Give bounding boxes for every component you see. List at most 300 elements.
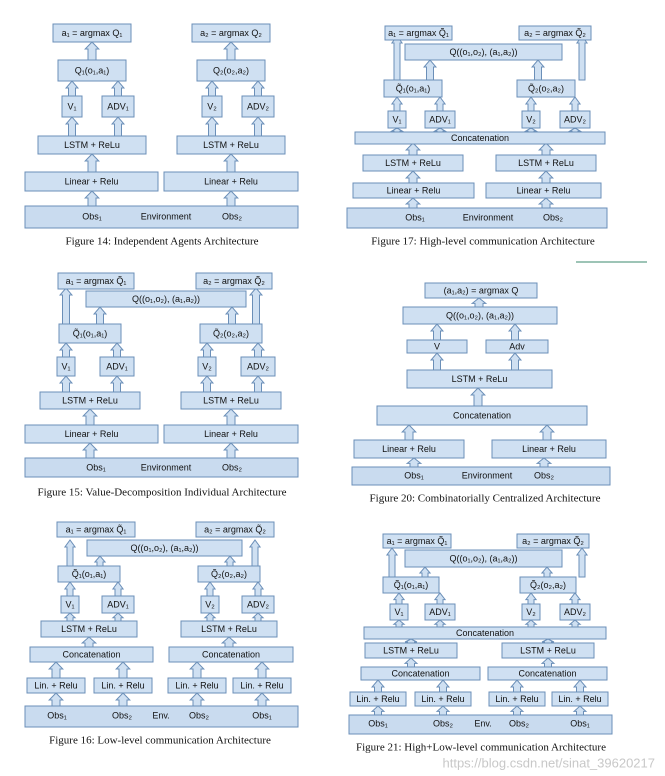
- env-obs2: Obs₂: [112, 710, 132, 721]
- arrow: [372, 706, 384, 715]
- arrow: [402, 425, 416, 440]
- figure-14: [25, 24, 298, 248]
- q-box-label: Q̃₁(o₁,a₁): [71, 568, 107, 579]
- advantage-box: [100, 357, 134, 376]
- advantage-box: [560, 604, 590, 620]
- env-obs4: Obs₁: [570, 718, 590, 729]
- arrow: [224, 443, 238, 458]
- arrow: [85, 154, 99, 172]
- lstm-box-label: LSTM + ReLu: [383, 645, 439, 656]
- arrow: [201, 343, 213, 357]
- lin-relu-box: [415, 692, 471, 706]
- arrow: [253, 613, 263, 621]
- arrow: [201, 376, 213, 392]
- arrow: [435, 128, 445, 132]
- lstm-box-label: LSTM + ReLu: [64, 139, 120, 150]
- lstm-box: [496, 155, 596, 171]
- env-obs1: Obs₁: [404, 470, 424, 481]
- value-box-label: V₂: [202, 361, 212, 372]
- advantage-box: [425, 604, 455, 620]
- arrow: [250, 288, 262, 324]
- arrow: [526, 128, 536, 132]
- arrow: [252, 376, 264, 392]
- arrow: [250, 540, 260, 566]
- concatenation-box-label: Concatenation: [518, 668, 577, 679]
- lstm-box-label: LSTM + ReLu: [385, 157, 441, 168]
- linear-relu-box: [486, 183, 601, 198]
- linear-relu-box-label: Linear + Relu: [522, 443, 576, 454]
- arrow: [206, 81, 218, 96]
- lstm-box: [363, 155, 463, 171]
- arrow: [60, 288, 72, 324]
- lstm-box: [38, 136, 146, 154]
- lin-relu-box: [94, 678, 152, 693]
- linear-relu-box: [164, 425, 298, 443]
- q-box-label: Q̃₂(o₂,a₂): [213, 328, 249, 339]
- arrow: [537, 458, 551, 467]
- arrow: [406, 171, 420, 183]
- lstm-box-label: LSTM + ReLu: [203, 395, 259, 406]
- linear-relu-box-label: Linear + Relu: [204, 176, 258, 187]
- concatenation-box: [361, 667, 480, 680]
- arrow: [85, 42, 99, 60]
- figure-caption: Figure 15: Value-Decomposition Individual Architecture: [37, 486, 287, 499]
- action-box-label: a₁ = argmax Q̃₁: [65, 275, 127, 286]
- lstm-box: [177, 136, 285, 154]
- lstm-box-label: LSTM + ReLu: [61, 623, 117, 634]
- arrow: [60, 376, 72, 392]
- arrow: [83, 409, 97, 425]
- figure-caption: Figure 17: High-level communication Architecture: [371, 235, 595, 248]
- q-box-label: Q̃₁(o₁,a₁): [72, 328, 108, 339]
- env-obs1: Obs₁: [405, 212, 425, 223]
- figure-21: [349, 534, 612, 754]
- env-obs4: Obs₁: [252, 710, 272, 721]
- arrow: [577, 548, 587, 577]
- value-box-label: V₂: [207, 101, 217, 112]
- arrow: [471, 388, 485, 406]
- concatenation-box-label: Concatenation: [201, 649, 261, 660]
- value-box: [390, 604, 408, 620]
- linear-relu-box-label: Linear + Relu: [64, 176, 119, 187]
- arrow: [206, 117, 218, 136]
- action-box-label: a₂ = argmax Q₂: [200, 27, 262, 38]
- linear-relu-box: [492, 440, 606, 458]
- lin-relu-box: [552, 692, 608, 706]
- lin-relu-box-label: Lin. + Relu: [240, 680, 284, 691]
- lin-relu-box-label: Lin. + Relu: [175, 680, 219, 691]
- arrow: [577, 36, 587, 80]
- advantage-box: [486, 340, 548, 353]
- q-box: [197, 60, 265, 81]
- value-box-label: V₂: [526, 114, 536, 125]
- arrow: [113, 613, 123, 621]
- arrow: [113, 582, 123, 596]
- env-label: Environment: [140, 211, 192, 222]
- action-box-label: a₂ = argmax Q̃₂: [204, 524, 266, 535]
- advantage-box-label: ADV₂: [247, 599, 269, 610]
- env-label: Env.: [152, 710, 170, 721]
- linear-relu-box-label: Linear + Relu: [64, 428, 119, 439]
- arrow: [532, 60, 544, 80]
- arrow: [225, 556, 235, 566]
- value-box-label: V₂: [205, 599, 215, 610]
- action-box: [196, 522, 274, 537]
- arrow: [252, 117, 264, 136]
- value-box-label: V₂: [526, 606, 536, 617]
- lin-relu-box: [233, 678, 291, 693]
- lin-relu-box-label: Lin. + Relu: [495, 693, 539, 704]
- figure-caption: Figure 14: Independent Agents Architecture: [65, 235, 259, 248]
- value-box-label: V₁: [67, 101, 77, 112]
- env-obs2: Obs₂: [222, 211, 242, 222]
- arrow: [407, 458, 421, 467]
- q-box-label: Q̃₁(o₁,a₁): [393, 579, 429, 590]
- arrow: [253, 582, 263, 596]
- arrow: [83, 443, 97, 458]
- lin-relu-box-label: Lin. + Relu: [421, 693, 465, 704]
- arrow: [435, 593, 445, 604]
- arrow: [431, 324, 443, 340]
- lstm-box: [181, 392, 281, 409]
- lin-relu-box-label: Lin. + Relu: [34, 680, 78, 691]
- arrow: [511, 706, 523, 715]
- arrow: [205, 582, 215, 596]
- arrow: [205, 613, 215, 621]
- value-box: [57, 357, 75, 376]
- arrow: [392, 97, 402, 111]
- arrow: [190, 693, 204, 706]
- arrow: [526, 593, 536, 604]
- advantage-box-label: ADV₂: [247, 101, 269, 112]
- watermark-text: https://blog.csdn.net/sinat_39620217: [442, 755, 655, 771]
- arrow: [574, 680, 586, 692]
- arrow: [66, 81, 78, 96]
- linear-relu-box: [354, 440, 464, 458]
- env-label: Environment: [462, 212, 514, 223]
- action-box: [58, 273, 134, 289]
- arrow: [526, 620, 536, 627]
- arrow: [65, 540, 75, 566]
- lstm-box: [365, 643, 457, 658]
- lin-relu-box: [350, 692, 406, 706]
- value-box: [201, 596, 219, 613]
- value-box: [202, 96, 222, 117]
- env-obs1: Obs₁: [82, 211, 102, 222]
- q-box: [520, 577, 576, 593]
- q-box-label: Q̃₂(o₂,a₂): [530, 579, 566, 590]
- env-obs2: Obs₂: [222, 462, 242, 473]
- lin-relu-box: [168, 678, 226, 693]
- arrow: [542, 639, 554, 643]
- arrow: [406, 198, 420, 208]
- arrow: [252, 343, 264, 357]
- concatenation-box-label: Concatenation: [452, 410, 512, 421]
- joint-q-box: [405, 550, 562, 567]
- linear-relu-box-label: Linear + Relu: [516, 185, 571, 196]
- arrow: [224, 409, 238, 425]
- value-box: [61, 596, 79, 613]
- advantage-box: [102, 96, 134, 117]
- advantage-box-label: ADV₂: [564, 606, 586, 617]
- action-box: [192, 24, 270, 42]
- advantage-box-label: ADV₁: [107, 101, 129, 112]
- arrow: [570, 128, 580, 132]
- lstm-box-label: LSTM + ReLu: [520, 645, 576, 656]
- q-box-label: Q₂(o₂,a₂): [213, 65, 249, 76]
- arrow: [511, 680, 523, 692]
- arrow: [116, 662, 130, 678]
- arrow: [394, 620, 404, 627]
- advantage-box: [242, 96, 274, 117]
- arrow: [540, 425, 554, 440]
- figure-caption: Figure 20: Combinatorially Centralized Architecture: [369, 492, 601, 505]
- joint-q-box-label: Q((o₁,o₂), (a₁,a₂)): [445, 310, 515, 321]
- arrow: [111, 343, 123, 357]
- action-box: [383, 534, 451, 548]
- arrow: [542, 658, 554, 667]
- advantage-box-label: ADV₁: [429, 114, 451, 125]
- linear-relu-box-label: Linear + Relu: [204, 428, 258, 439]
- arrow: [116, 693, 130, 706]
- linear-relu-box: [25, 425, 158, 443]
- arrow: [60, 343, 72, 357]
- arrow: [509, 353, 521, 370]
- arrow: [509, 324, 521, 340]
- arrow: [255, 662, 269, 678]
- arrow: [222, 637, 236, 647]
- arrow: [392, 36, 402, 80]
- linear-relu-box-label: Linear + Relu: [382, 443, 436, 454]
- lin-relu-box: [489, 692, 545, 706]
- q-box: [200, 324, 262, 343]
- env-obs1: Obs₁: [368, 718, 388, 729]
- value-box: [522, 604, 540, 620]
- action-box: [53, 24, 131, 42]
- linear-relu-box-label: Linear + Relu: [386, 185, 441, 196]
- lstm-box-label: LSTM + ReLu: [203, 139, 259, 150]
- concatenation-box: [355, 132, 605, 144]
- lstm-box: [41, 621, 137, 637]
- env-obs1: Obs₁: [86, 462, 106, 473]
- arrow: [226, 307, 238, 324]
- arrow: [570, 593, 580, 604]
- advantage-box-label: Adv: [509, 341, 525, 352]
- concatenation-box: [488, 667, 607, 680]
- lstm-box: [407, 370, 552, 388]
- arrow: [224, 191, 238, 206]
- arrow: [574, 706, 586, 715]
- arrow: [472, 298, 486, 307]
- arrow: [94, 307, 106, 324]
- env-obs2: Obs₂: [534, 470, 554, 481]
- value-box: [198, 357, 216, 376]
- advantage-box-label: ADV₁: [429, 606, 451, 617]
- joint-q-box: [405, 44, 562, 60]
- arrow: [405, 639, 417, 643]
- arrow: [49, 662, 63, 678]
- concatenation-box-label: Concatenation: [391, 668, 450, 679]
- value-box-label: V₁: [394, 606, 404, 617]
- arrow: [435, 620, 445, 627]
- arrow: [85, 191, 99, 206]
- action-box-label: a₁ = argmax Q̃₁: [386, 535, 448, 546]
- arrow: [394, 593, 404, 604]
- lstm-box: [502, 643, 594, 658]
- arrow: [111, 376, 123, 392]
- concatenation-box-label: Concatenation: [62, 649, 121, 660]
- figure-16: [25, 522, 298, 747]
- value-box: [407, 340, 467, 353]
- env-obs2: Obs₂: [543, 212, 563, 223]
- arrow: [392, 128, 402, 132]
- action-box-label: a₁ = argmax Q̃₁: [65, 524, 127, 535]
- action-box-label: a₁ = argmax Q₁: [61, 27, 123, 38]
- arrow: [539, 143, 553, 155]
- q-box: [198, 566, 260, 582]
- env-label: Environment: [461, 470, 513, 481]
- advantage-box-label: ADV₁: [106, 361, 128, 372]
- action-box-label: (a₁,a₂) = argmax Q: [443, 285, 519, 296]
- q-box: [384, 80, 442, 97]
- value-box: [388, 111, 406, 128]
- arrow: [539, 171, 553, 183]
- arrow: [224, 42, 238, 60]
- env-label: Env.: [474, 718, 492, 729]
- arrow: [435, 97, 445, 111]
- action-box: [517, 534, 589, 548]
- figure-15: [25, 273, 298, 499]
- arrow: [190, 662, 204, 678]
- action-box: [196, 273, 272, 289]
- linear-relu-box: [164, 172, 298, 191]
- q-box-label: Q̃₂(o₂,a₂): [211, 568, 247, 579]
- arrow: [437, 706, 449, 715]
- action-box-label: a₂ = argmax Q̃₂: [522, 535, 584, 546]
- arrow: [420, 567, 430, 577]
- lstm-box: [40, 392, 140, 409]
- q-box-label: Q̃₁(o₁,a₁): [395, 83, 431, 94]
- arrow: [95, 556, 105, 566]
- action-box: [385, 26, 452, 40]
- arrow: [112, 81, 124, 96]
- joint-q-box: [87, 540, 242, 556]
- action-box-label: a₂ = argmax Q̃₂: [203, 275, 265, 286]
- arrow: [542, 567, 552, 577]
- arrow: [224, 154, 238, 172]
- q-box: [383, 577, 439, 593]
- value-box: [62, 96, 82, 117]
- env-obs1: Obs₁: [47, 710, 67, 721]
- value-box-label: V₁: [61, 361, 71, 372]
- joint-q-box-label: Q((o₁,o₂), (a₁,a₂)): [449, 553, 518, 564]
- env-obs3: Obs₂: [189, 710, 209, 721]
- concatenation-top-box-label: Concatenation: [455, 627, 515, 638]
- arrow: [437, 680, 449, 692]
- action-box: [425, 283, 537, 298]
- q-box: [517, 80, 575, 97]
- arrow: [66, 117, 78, 136]
- q-box: [58, 60, 126, 81]
- joint-q-box-label: Q((o₁,o₂), (a₁,a₂)): [449, 46, 518, 57]
- arrow: [49, 693, 63, 706]
- joint-q-box: [86, 291, 246, 307]
- arrow: [405, 658, 417, 667]
- advantage-box: [241, 357, 275, 376]
- value-box-label: V₁: [65, 599, 75, 610]
- action-box: [519, 26, 591, 40]
- q-box-label: Q̃₂(o₂,a₂): [528, 83, 564, 94]
- arrow: [431, 353, 443, 370]
- lstm-box-label: LSTM + ReLu: [201, 623, 257, 634]
- env-obs3: Obs₂: [509, 718, 529, 729]
- arrow: [526, 97, 536, 111]
- lstm-box-label: LSTM + ReLu: [451, 373, 508, 384]
- joint-q-box-label: Q((o₁,o₂), (a₁,a₂)): [131, 293, 201, 304]
- lstm-box: [181, 621, 277, 637]
- concatenation-top-box: [364, 627, 606, 639]
- figure-20: [352, 283, 610, 505]
- concatenation-box: [30, 647, 153, 662]
- arrow: [387, 548, 397, 577]
- linear-relu-box: [25, 172, 158, 191]
- advantage-box-label: ADV₁: [107, 599, 129, 610]
- lin-relu-box: [27, 678, 85, 693]
- arrow: [252, 81, 264, 96]
- q-box: [58, 566, 120, 582]
- advantage-box: [425, 111, 455, 128]
- lin-relu-box-label: Lin. + Relu: [356, 693, 400, 704]
- q-box-label: Q₁(o₁,a₁): [74, 65, 110, 76]
- lstm-box-label: LSTM + ReLu: [62, 395, 118, 406]
- arrow: [65, 613, 75, 621]
- advantage-box-label: ADV₂: [247, 361, 269, 372]
- arrow: [65, 582, 75, 596]
- figure-caption: Figure 21: High+Low-level communication Architecture: [356, 741, 606, 754]
- lin-relu-box-label: Lin. + Relu: [101, 680, 145, 691]
- arrow: [112, 117, 124, 136]
- advantage-box: [560, 111, 590, 128]
- arrow: [539, 198, 553, 208]
- value-box-label: V₁: [392, 114, 402, 125]
- action-box-label: a₁ = argmax Q̃₁: [388, 27, 449, 38]
- q-box: [59, 324, 121, 343]
- advantage-box: [242, 596, 274, 613]
- concatenation-box-label: Concatenation: [450, 132, 510, 143]
- lstm-box-label: LSTM + ReLu: [518, 157, 574, 168]
- env-label: Environment: [140, 462, 192, 473]
- arrow: [424, 60, 436, 80]
- arrow: [570, 97, 580, 111]
- action-box-label: a₂ = argmax Q̃₂: [524, 27, 586, 38]
- advantage-box-label: ADV₂: [564, 114, 586, 125]
- arrow: [255, 693, 269, 706]
- env-obs2: Obs₂: [433, 718, 453, 729]
- value-box: [522, 111, 540, 128]
- joint-q-box-label: Q((o₁,o₂), (a₁,a₂)): [130, 542, 199, 553]
- lin-relu-box-label: Lin. + Relu: [558, 693, 602, 704]
- value-box-label: V: [433, 341, 441, 352]
- figure-caption: Figure 16: Low-level communication Architecture: [49, 734, 271, 747]
- arrow: [82, 637, 96, 647]
- arrow: [570, 620, 580, 627]
- advantage-box: [102, 596, 134, 613]
- action-box: [57, 522, 135, 537]
- concatenation-box: [377, 406, 587, 425]
- joint-q-box: [403, 307, 557, 324]
- arrow: [372, 680, 384, 692]
- figure-17: [347, 26, 647, 262]
